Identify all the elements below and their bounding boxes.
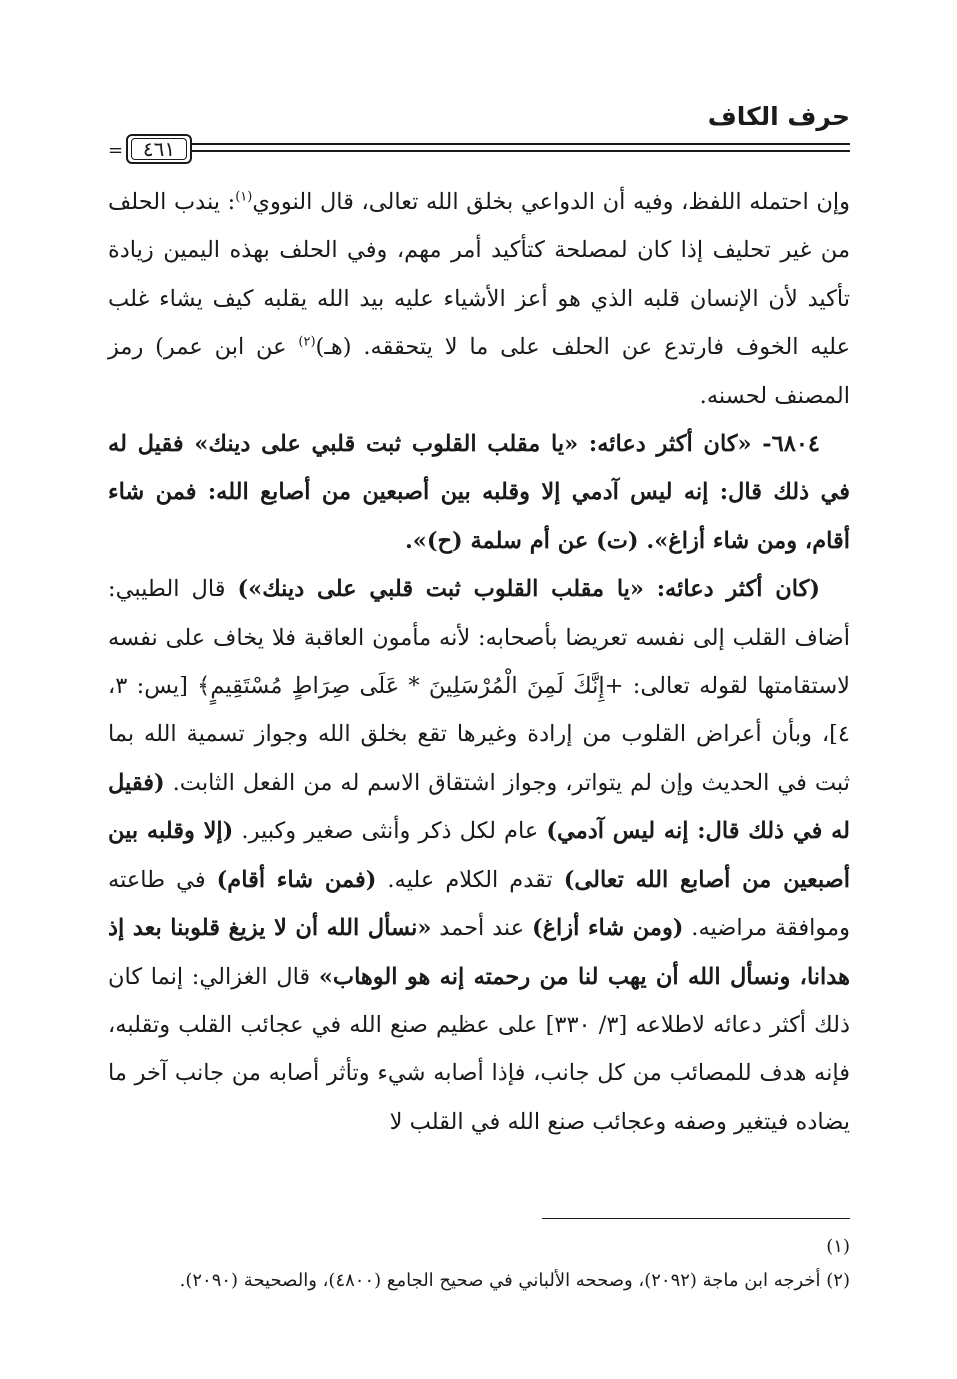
main-text: [108, 178, 850, 1146]
text-run: عند أحمد: [431, 915, 532, 942]
quoted-matn: (كان أكثر دعائه: «يا مقلب القلوب ثبت قلبي على دينك»): [237, 576, 820, 603]
hadith-entry: ٦٨٠٤- «كان أكثر دعائه: «يا مقلب القلوب ثبت قلبي على دينك» فقيل له في ذلك قال: إنه ليس آدمي إلا وقلبه بين أصبعين من أصابع الله: فمن شاء أقام، ومن شاء أزاغ». (ت) عن أم سلمة (ح)».: [108, 431, 850, 554]
quoted-matn: (ومن شاء أزاغ): [531, 915, 684, 942]
chapter-title: حرف الكاف: [707, 102, 850, 131]
header-rule-top: [190, 143, 850, 145]
text-run: قال الغزالي: إنما كان ذلك أكثر دعائه لاطلاعه [٣/ ٣٣٠] على عظيم صنع الله في عجائب القلب وتقلبه، فإنه هدف للمصائب من كل جانب، فإذا أصابه شيء وتأثر أصابه من جانب آخر ما يضاده فيتغير وصفه وعجائب صنع الله في القلب لا: [108, 963, 851, 1135]
text-run: عن ابن عمر) رمز المصنف لحسنه.: [108, 334, 850, 409]
footnote-2: (٢) أخرجه ابن ماجة (٢٠٩٢)، وصححه الألباني في صحيح الجامع (٤٨٠٠)، والصحيحة (٢٠٩٠).: [179, 1270, 850, 1291]
text-run: قال الطيبي: أضاف القلب إلى نفسه تعريضا بأصحابه: لأنه مأمون العاقبة فلا يخاف على نفسه لاستقامتها لقوله تعالى: +إِنَّكَ لَمِنَ الْمُرْسَلِينَ * عَلَى صِرَاطٍ مُسْتَقِيمٍ﴾ [يس: ٣، ٤]، وبأن أعراض القلوب من إرادة وغيرها تقع بخلق الله وجواز تسمية الله بما ثبت في الحديث وإن لم يتواتر، وجواز اشتقاق الاسم له من الفعل الثابت.: [108, 576, 850, 796]
quoted-matn: (إلا وقلبه بين أصبعين من أصابع الله تعالى): [108, 818, 850, 893]
text-run: تقدم الكلام عليه.: [376, 866, 564, 893]
text-run: في طاعته وموافقة مراضيه.: [108, 866, 850, 942]
quoted-matn: (فقيل له في ذلك قال: إنه ليس آدمي): [108, 769, 850, 845]
paragraph-commentary-1: [108, 178, 850, 420]
footnote-ref-2: (٢): [298, 334, 316, 350]
running-header: [108, 100, 850, 160]
text-run: : يندب الحلف من غير تحليف إذا كان لمصلحة كتأكيد أمر مهم، وفي الحلف بهذه اليمين زيادة تأكيد لأن الإنسان قلبه الذي هو أعز الأشياء عليه بيد الله يقلبه كيف يشاء غلب عليه الخوف فارتدع عن الحلف على ما لا يتحققه. (هـ): [108, 189, 850, 361]
quoted-matn: (فمن شاء أقام): [216, 866, 377, 893]
quoted-hadith: «نسأل الله أن لا يزيغ قلوبنا بعد إذ هدانا، ونسأل الله أن يهب لنا من رحمته إنه هو الوهاب»: [108, 915, 850, 990]
text-run: عام لكل ذكر وأنثى صغير وكبير.: [233, 818, 547, 845]
footnote-separator: [542, 1218, 850, 1219]
footnotes: [108, 1230, 850, 1298]
footnote-ref-1: (١): [235, 189, 253, 205]
footnote-1: (١): [826, 1236, 850, 1257]
page-number: ٤٦١: [126, 134, 192, 164]
text-run: وإن احتمله اللفظ، وفيه أن الدواعي بخلق الله تعالى، قال النووي: [252, 189, 850, 215]
header-edge-mark: =: [108, 140, 124, 161]
paragraph-commentary-2: [108, 565, 850, 1146]
header-rule-bottom: [190, 150, 850, 152]
